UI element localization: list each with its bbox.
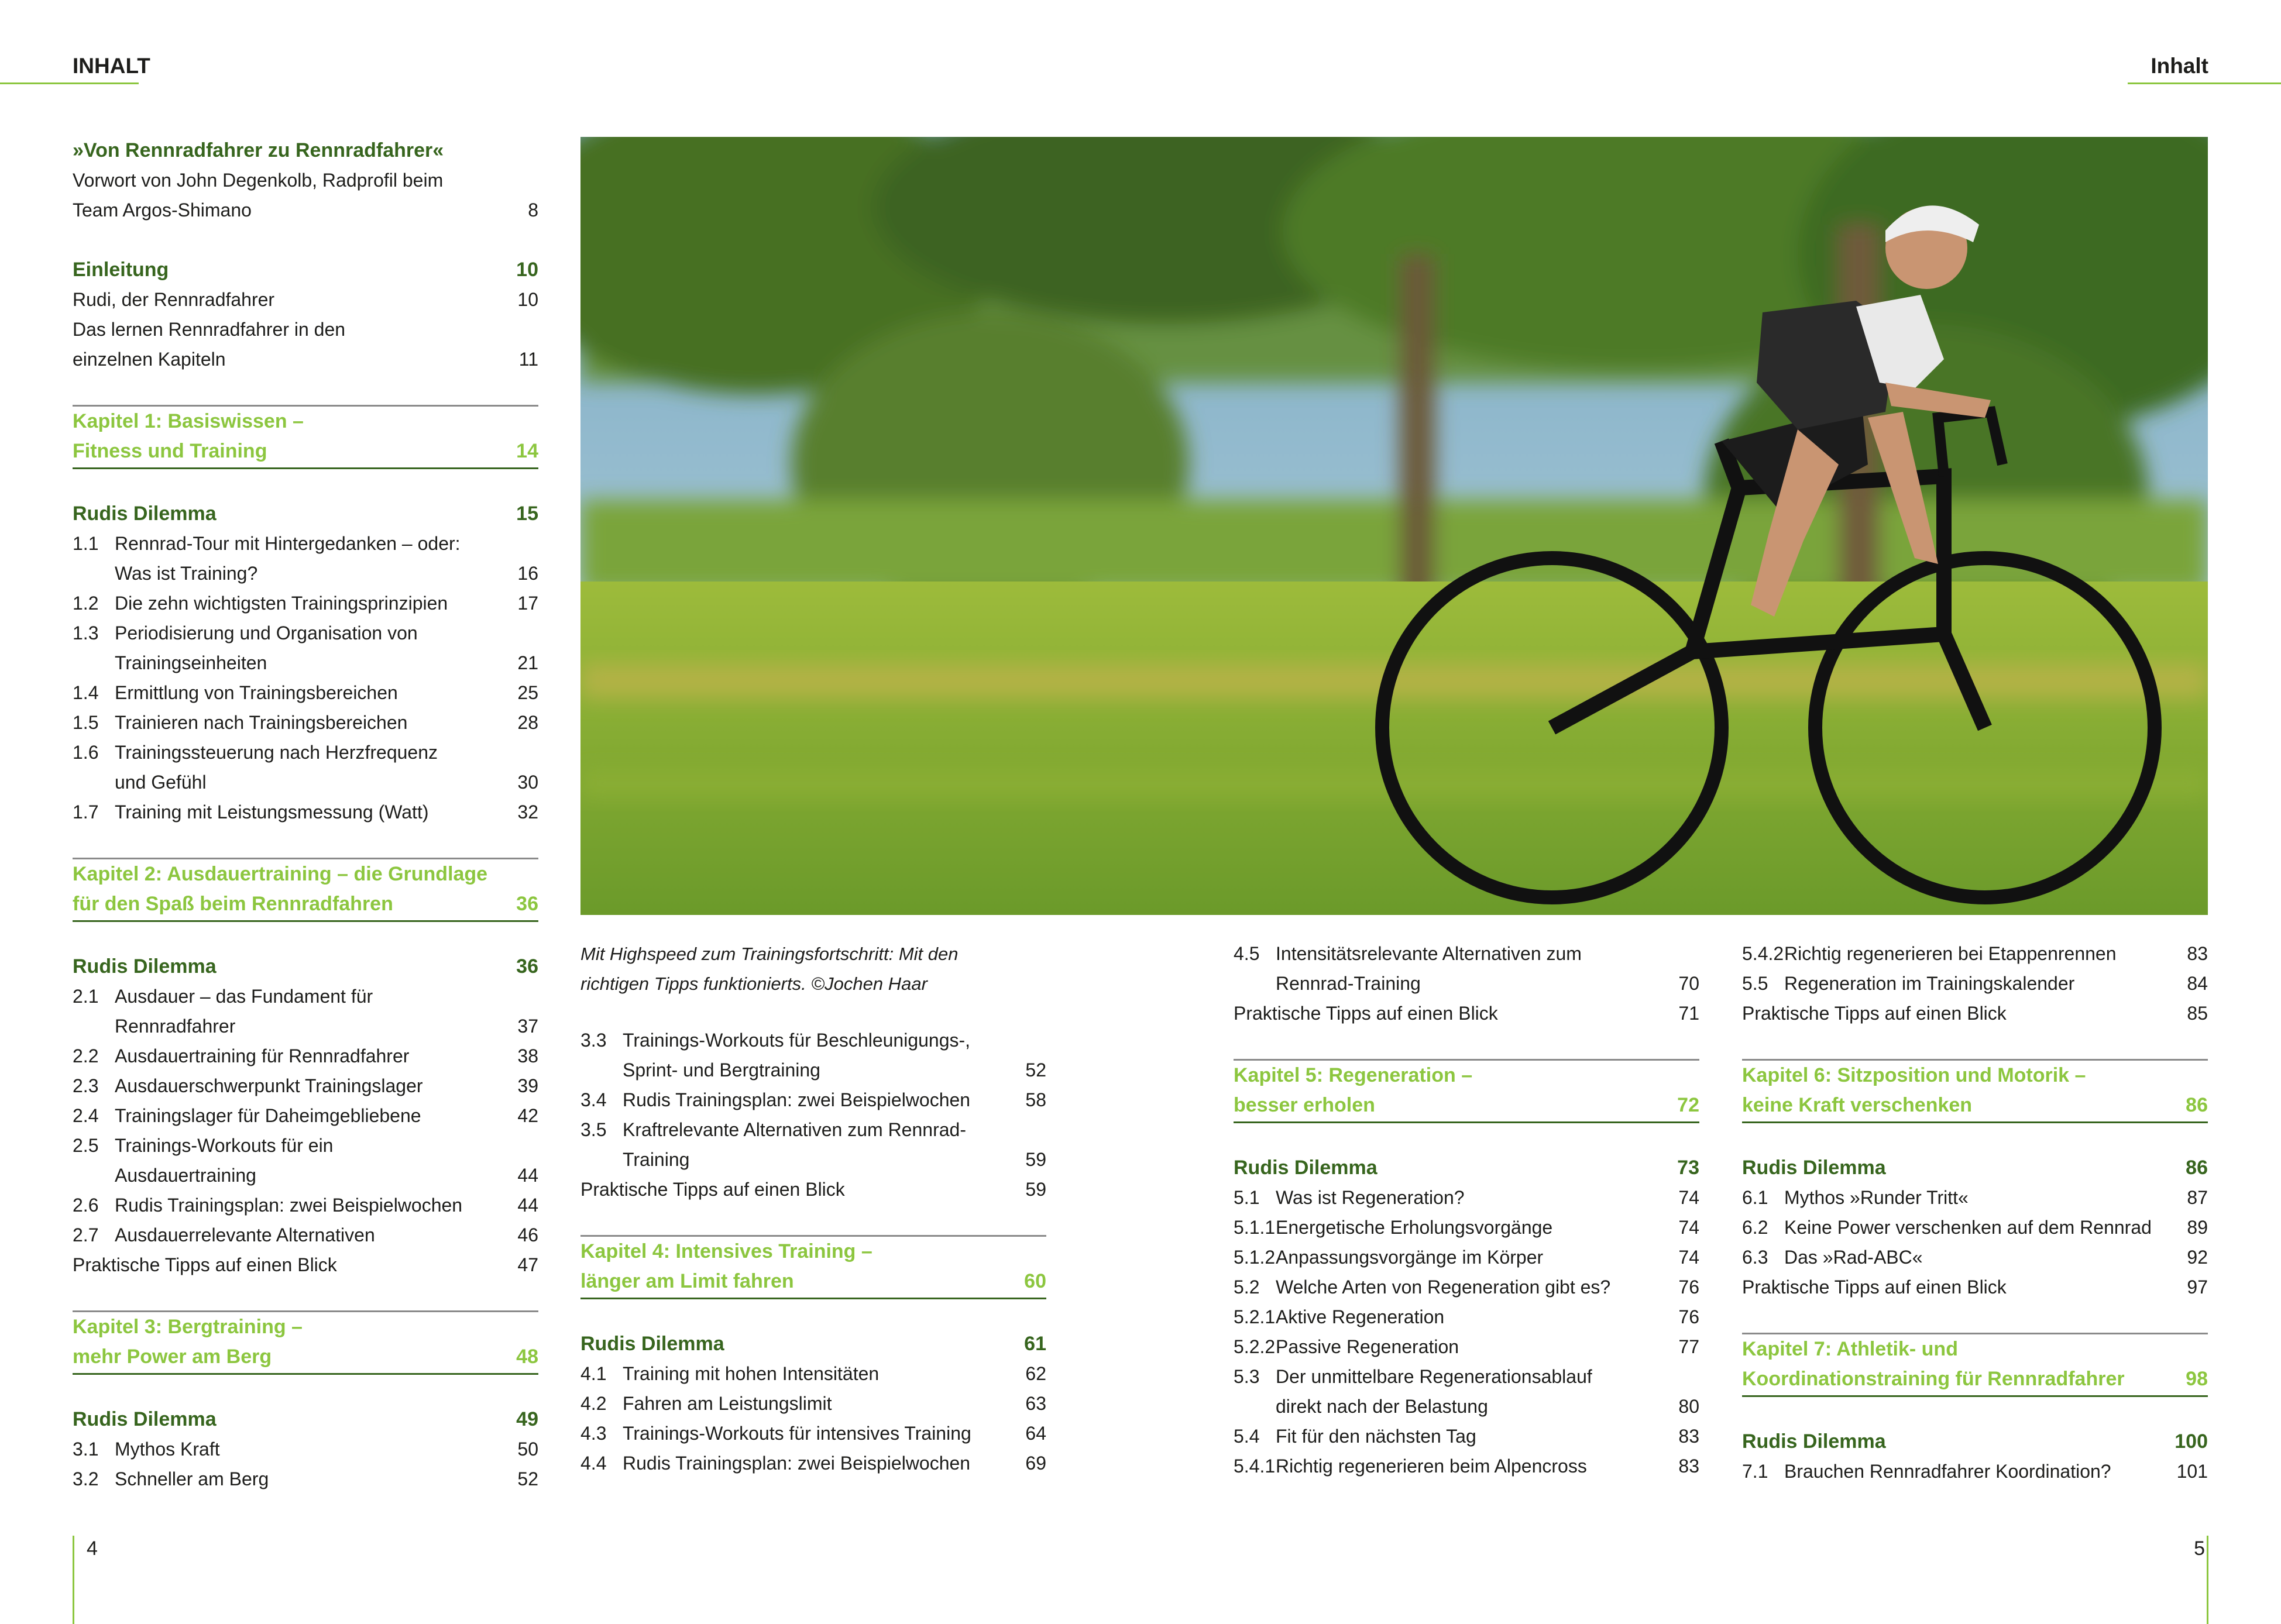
entry-title: Rudis Dilemma xyxy=(1742,1430,1886,1453)
entry-number: 5.2.2 xyxy=(1234,1336,1276,1357)
toc-entry xyxy=(580,1115,1046,1145)
entry-number: 1.3 xyxy=(73,622,99,644)
entry-page-number: 38 xyxy=(517,1045,538,1066)
chapter-heading xyxy=(73,858,538,922)
chapter-heading xyxy=(1742,1333,2208,1397)
entry-page-number: 32 xyxy=(517,801,538,823)
entry-page-number: 83 xyxy=(1678,1426,1699,1447)
entry-title: Rennrad-Tour mit Hintergedanken – oder: xyxy=(115,533,461,554)
entry-title: Energetische Erholungsvorgänge xyxy=(1276,1217,1553,1238)
entry-title: Rudis Trainingsplan: zwei Beispielwochen xyxy=(623,1453,971,1474)
entry-number: 3.4 xyxy=(580,1089,607,1110)
toc-entry xyxy=(580,1026,1046,1055)
entry-page-number: 44 xyxy=(517,1195,538,1216)
toc-entry xyxy=(73,529,538,559)
entry-number: 4.1 xyxy=(580,1363,607,1384)
entry-number: 5.2 xyxy=(1234,1277,1260,1298)
entry-number: 5.1 xyxy=(1234,1187,1260,1208)
toc-entry xyxy=(73,708,538,738)
toc-entry xyxy=(1234,1422,1699,1451)
toc-entry xyxy=(73,982,538,1011)
entry-page-number: 25 xyxy=(517,682,538,703)
entry-page-number: 92 xyxy=(2187,1247,2208,1268)
toc-entry xyxy=(1742,1213,2208,1243)
entry-title: Rudis Trainingsplan: zwei Beispielwochen xyxy=(623,1089,971,1110)
toc-entry xyxy=(73,678,538,708)
entry-page-number: 85 xyxy=(2187,1003,2208,1024)
entry-title: Trainingseinheiten xyxy=(115,652,267,673)
toc-entry xyxy=(1234,1243,1699,1272)
entry-title: Rudis Dilemma xyxy=(73,503,217,525)
toc-entry xyxy=(73,648,538,678)
entry-title: Der unmittelbare Regenerationsablauf xyxy=(1276,1366,1592,1387)
entry-page-number: 74 xyxy=(1678,1247,1699,1268)
entry-title: »Von Rennradfahrer zu Rennradfahrer« xyxy=(73,139,444,161)
entry-number: 2.5 xyxy=(73,1135,99,1156)
toc-entry xyxy=(580,1055,1046,1085)
chapter-title-line-1: Kapitel 2: Ausdauertraining – die Grundlage xyxy=(73,863,488,885)
chapter-page-number: 48 xyxy=(516,1346,538,1368)
toc-entry xyxy=(73,1250,538,1280)
chapter-title-line-1: Kapitel 4: Intensives Training – xyxy=(580,1240,872,1262)
entry-title: Richtig regenerieren bei Etappenrennen xyxy=(1784,943,2117,964)
entry-number: 5.2.1 xyxy=(1234,1306,1276,1327)
chapter-page-number: 98 xyxy=(2186,1368,2208,1390)
spacer xyxy=(73,827,538,854)
entry-number: 2.3 xyxy=(73,1075,99,1096)
toc-entry xyxy=(1234,1451,1699,1481)
entry-number: 4.4 xyxy=(580,1453,607,1474)
header-rule-right xyxy=(2128,82,2281,84)
toc-entry xyxy=(73,315,538,345)
entry-title: Trainieren nach Trainingsbereichen xyxy=(115,712,408,733)
chapter-title-line-2: Fitness und Training xyxy=(73,440,267,462)
entry-page-number: 30 xyxy=(517,772,538,793)
spacer xyxy=(1742,1123,2208,1153)
toc-entry xyxy=(73,589,538,618)
entry-page-number: 28 xyxy=(517,712,538,733)
toc-entry xyxy=(1234,1183,1699,1213)
spacer xyxy=(1742,1397,2208,1427)
spacer xyxy=(580,939,1046,969)
entry-number: 2.1 xyxy=(73,986,99,1007)
entry-title: Rudis Trainingsplan: zwei Beispielwochen xyxy=(115,1195,463,1216)
entry-page-number: 17 xyxy=(517,593,538,614)
entry-number: 5.1.1 xyxy=(1234,1217,1276,1238)
toc-entry xyxy=(1234,1332,1699,1362)
entry-title: Rudis Dilemma xyxy=(580,1333,724,1355)
chapter-heading xyxy=(1234,1059,1699,1123)
section-heading xyxy=(1742,1427,2208,1457)
toc-entry xyxy=(1742,1243,2208,1272)
chapter-title-line-2: besser erholen xyxy=(1234,1094,1375,1116)
entry-title: Mythos Kraft xyxy=(115,1439,220,1460)
entry-number: 3.3 xyxy=(580,1030,607,1051)
chapter-title-line-2: keine Kraft verschenken xyxy=(1742,1094,1973,1116)
entry-number: 1.1 xyxy=(73,533,99,554)
entry-page-number: 80 xyxy=(1678,1396,1699,1417)
entry-page-number: 21 xyxy=(517,652,538,673)
entry-title: Rudis Dilemma xyxy=(73,955,217,978)
entry-title: Praktische Tipps auf einen Blick xyxy=(1742,1003,2007,1024)
entry-title: Ausdauer – das Fundament für xyxy=(115,986,373,1007)
chapter-heading xyxy=(1742,1059,2208,1123)
page-number-left: 4 xyxy=(87,1537,98,1560)
toc-entry xyxy=(1742,999,2208,1028)
entry-title: Was ist Regeneration? xyxy=(1276,1187,1465,1208)
spacer xyxy=(73,469,538,499)
chapter-title-line-1: Kapitel 6: Sitzposition und Motorik – xyxy=(1742,1064,2086,1086)
spacer xyxy=(73,225,538,255)
toc-entry xyxy=(1742,939,2208,969)
entry-page-number: 71 xyxy=(1678,1003,1699,1024)
chapter-page-number: 60 xyxy=(1024,1270,1046,1292)
toc-entry xyxy=(73,768,538,797)
entry-number: 4.3 xyxy=(580,1423,607,1444)
entry-number: 5.4.2 xyxy=(1742,943,1784,964)
chapter-title-line-1: Kapitel 7: Athletik- und xyxy=(1742,1338,1958,1360)
entry-page-number: 36 xyxy=(516,955,538,978)
toc-entry xyxy=(73,1434,538,1464)
toc-entry xyxy=(73,1191,538,1220)
section-heading xyxy=(1234,1153,1699,1183)
entry-title: Trainings-Workouts für ein xyxy=(115,1135,334,1156)
toc-entry xyxy=(580,1085,1046,1115)
section-heading xyxy=(1742,1153,2208,1183)
entry-title: Praktische Tipps auf einen Blick xyxy=(1742,1277,2007,1298)
entry-number: 6.1 xyxy=(1742,1187,1768,1208)
toc-entry xyxy=(73,618,538,648)
folio-rule-right xyxy=(2207,1536,2208,1624)
running-header-right: Inhalt xyxy=(2151,54,2208,78)
entry-number: 3.5 xyxy=(580,1119,607,1140)
toc-entry xyxy=(73,1101,538,1131)
toc-entry xyxy=(580,1175,1046,1205)
toc-entry xyxy=(73,1011,538,1041)
chapter-title-line-2: mehr Power am Berg xyxy=(73,1346,272,1368)
entry-number: 6.3 xyxy=(1742,1247,1768,1268)
entry-title: Vorwort von John Degenkolb, Radprofil beim xyxy=(73,170,444,191)
toc-entry xyxy=(1234,1272,1699,1302)
section-heading xyxy=(580,1329,1046,1359)
entry-title: Praktische Tipps auf einen Blick xyxy=(580,1179,845,1200)
entry-page-number: 83 xyxy=(1678,1456,1699,1477)
entry-page-number: 58 xyxy=(1025,1089,1046,1110)
spacer xyxy=(1234,1123,1699,1153)
entry-number: 1.2 xyxy=(73,593,99,614)
foreword-title xyxy=(73,136,538,166)
entry-number: 5.1.2 xyxy=(1234,1247,1276,1268)
spacer xyxy=(1234,1028,1699,1055)
entry-number: 2.4 xyxy=(73,1105,99,1126)
entry-page-number: 77 xyxy=(1678,1336,1699,1357)
caption-line-2: richtigen Tipps funktionierts. ©Jochen Haar xyxy=(580,973,927,994)
chapter-title-line-2-row xyxy=(580,1267,1046,1296)
entry-page-number: 101 xyxy=(2176,1461,2208,1482)
spacer xyxy=(580,1205,1046,1231)
entry-number: 6.2 xyxy=(1742,1217,1768,1238)
toc-entry xyxy=(73,1464,538,1494)
entry-title: Ausdauerrelevante Alternativen xyxy=(115,1224,375,1245)
chapter-title-line-2: für den Spaß beim Rennradfahren xyxy=(73,893,393,915)
entry-page-number: 11 xyxy=(518,349,538,370)
section-heading xyxy=(73,952,538,982)
entry-number: 3.1 xyxy=(73,1439,99,1460)
entry-page-number: 70 xyxy=(1678,973,1699,994)
entry-title: Das lernen Rennradfahrer in den xyxy=(73,319,346,340)
entry-title: Schneller am Berg xyxy=(115,1468,269,1489)
entry-number: 1.7 xyxy=(73,801,99,823)
spacer xyxy=(73,922,538,952)
entry-title: Anpassungsvorgänge im Körper xyxy=(1276,1247,1544,1268)
toc-entry xyxy=(73,1220,538,1250)
spacer xyxy=(73,1280,538,1307)
entry-page-number: 64 xyxy=(1025,1423,1046,1444)
entry-number: 2.7 xyxy=(73,1224,99,1245)
entry-page-number: 37 xyxy=(517,1016,538,1037)
entry-number: 2.2 xyxy=(73,1045,99,1066)
folio-rule-left xyxy=(73,1536,74,1624)
spacer xyxy=(73,1375,538,1405)
entry-page-number: 74 xyxy=(1678,1217,1699,1238)
entry-title: Rudi, der Rennradfahrer xyxy=(73,289,275,310)
page-number-right: 5 xyxy=(2194,1537,2205,1560)
toc-entry xyxy=(1742,969,2208,999)
toc-column-3 xyxy=(1234,939,1699,1481)
spacer xyxy=(1742,1302,2208,1329)
entry-title: Einleitung xyxy=(73,259,169,281)
entry-page-number: 61 xyxy=(1024,1333,1046,1355)
entry-page-number: 100 xyxy=(2174,1430,2208,1453)
entry-title: Ausdauertraining xyxy=(115,1165,256,1186)
entry-title: Was ist Training? xyxy=(115,563,258,584)
entry-title: Welche Arten von Regeneration gibt es? xyxy=(1276,1277,1611,1298)
entry-page-number: 8 xyxy=(528,199,538,221)
entry-title: Periodisierung und Organisation von xyxy=(115,622,418,644)
entry-title: Rennradfahrer xyxy=(115,1016,236,1037)
chapter-title-line-2: Koordinationstraining für Rennradfahrer xyxy=(1742,1368,2125,1390)
entry-title: Praktische Tipps auf einen Blick xyxy=(1234,1003,1498,1024)
entry-page-number: 74 xyxy=(1678,1187,1699,1208)
toc-entry xyxy=(73,1041,538,1071)
entry-title: Ausdauertraining für Rennradfahrer xyxy=(115,1045,410,1066)
chapter-title-line-2: länger am Limit fahren xyxy=(580,1270,794,1292)
entry-page-number: 47 xyxy=(517,1254,538,1275)
toc-column-2 xyxy=(580,939,1046,1478)
entry-page-number: 59 xyxy=(1025,1179,1046,1200)
entry-title: direkt nach der Belastung xyxy=(1276,1396,1488,1417)
toc-entry xyxy=(580,1448,1046,1478)
entry-number: 1.4 xyxy=(73,682,99,703)
toc-entry xyxy=(1234,1392,1699,1422)
entry-title: Ermittlung von Trainingsbereichen xyxy=(115,682,398,703)
entry-title: Kraftrelevante Alternativen zum Rennrad- xyxy=(623,1119,966,1140)
chapter-heading xyxy=(73,405,538,469)
entry-page-number: 10 xyxy=(516,259,538,281)
running-header-left: INHALT xyxy=(73,54,150,78)
entry-title: einzelnen Kapiteln xyxy=(73,349,226,370)
entry-title: Richtig regenerieren beim Alpencross xyxy=(1276,1456,1587,1477)
entry-title: Trainingssteuerung nach Herzfrequenz xyxy=(115,742,438,763)
entry-page-number: 97 xyxy=(2187,1277,2208,1298)
entry-page-number: 15 xyxy=(516,503,538,525)
entry-page-number: 76 xyxy=(1678,1306,1699,1327)
chapter-title-line-2-row xyxy=(1742,1090,2208,1120)
entry-title: Training mit Leistungsmessung (Watt) xyxy=(115,801,429,823)
chapter-title-line-1: Kapitel 3: Bergtraining – xyxy=(73,1316,303,1338)
spacer xyxy=(580,969,1046,999)
entry-title: Praktische Tipps auf einen Blick xyxy=(73,1254,337,1275)
entry-title: Mythos »Runder Tritt« xyxy=(1784,1187,1969,1208)
cyclist-photo xyxy=(580,137,2208,915)
section-heading xyxy=(73,499,538,529)
chapter-title-line-2-row xyxy=(73,436,538,466)
spacer xyxy=(73,374,538,401)
entry-number: 4.2 xyxy=(580,1393,607,1414)
entry-title: Intensitätsrelevante Alternativen zum xyxy=(1276,943,1582,964)
entry-number: 5.4 xyxy=(1234,1426,1260,1447)
entry-page-number: 76 xyxy=(1678,1277,1699,1298)
entry-number: 1.5 xyxy=(73,712,99,733)
chapter-page-number: 14 xyxy=(516,440,538,462)
entry-page-number: 69 xyxy=(1025,1453,1046,1474)
toc-entry xyxy=(73,1131,538,1161)
chapter-page-number: 36 xyxy=(516,893,538,915)
entry-page-number: 52 xyxy=(517,1468,538,1489)
chapter-title-line-2-row xyxy=(1234,1090,1699,1120)
entry-title: und Gefühl xyxy=(115,772,207,793)
toc-entry xyxy=(1234,969,1699,999)
entry-title: Fit für den nächsten Tag xyxy=(1276,1426,1476,1447)
entry-page-number: 42 xyxy=(517,1105,538,1126)
toc-entry xyxy=(73,345,538,374)
spacer xyxy=(1742,1028,2208,1055)
entry-page-number: 63 xyxy=(1025,1393,1046,1414)
entry-number: 5.4.1 xyxy=(1234,1456,1276,1477)
entry-number: 5.5 xyxy=(1742,973,1768,994)
toc-entry xyxy=(1742,1272,2208,1302)
entry-number: 1.6 xyxy=(73,742,99,763)
toc-entry xyxy=(1234,939,1699,969)
toc-entry xyxy=(1234,1213,1699,1243)
entry-title: Team Argos-Shimano xyxy=(73,199,252,221)
entry-page-number: 83 xyxy=(2187,943,2208,964)
entry-page-number: 39 xyxy=(517,1075,538,1096)
entry-title: Ausdauerschwerpunkt Trainingslager xyxy=(115,1075,423,1096)
entry-page-number: 49 xyxy=(516,1408,538,1430)
entry-title: Rennrad-Training xyxy=(1276,973,1421,994)
toc-entry xyxy=(580,1359,1046,1389)
entry-number: 4.5 xyxy=(1234,943,1260,964)
toc-column-1 xyxy=(73,136,538,1494)
chapter-title-line-1: Kapitel 1: Basiswissen – xyxy=(73,410,304,432)
entry-number: 5.3 xyxy=(1234,1366,1260,1387)
entry-page-number: 16 xyxy=(517,563,538,584)
entry-page-number: 89 xyxy=(2187,1217,2208,1238)
toc-column-4 xyxy=(1742,939,2208,1487)
toc-entry xyxy=(73,1161,538,1191)
spacer xyxy=(580,999,1046,1026)
entry-title: Fahren am Leistungslimit xyxy=(623,1393,832,1414)
toc-entry xyxy=(1234,1362,1699,1392)
entry-title: Trainings-Workouts für Beschleunigungs-, xyxy=(623,1030,971,1051)
toc-entry xyxy=(580,1389,1046,1419)
entry-title: Rudis Dilemma xyxy=(1742,1157,1886,1179)
toc-entry xyxy=(73,1071,538,1101)
entry-number: 7.1 xyxy=(1742,1461,1768,1482)
entry-number: 3.2 xyxy=(73,1468,99,1489)
chapter-page-number: 86 xyxy=(2186,1094,2208,1116)
toc-entry xyxy=(580,1419,1046,1448)
entry-title: Aktive Regeneration xyxy=(1276,1306,1445,1327)
entry-page-number: 50 xyxy=(517,1439,538,1460)
chapter-title-line-1: Kapitel 5: Regeneration – xyxy=(1234,1064,1473,1086)
toc-entry xyxy=(1234,1302,1699,1332)
chapter-heading xyxy=(580,1235,1046,1299)
toc-entry xyxy=(73,797,538,827)
entry-title: Brauchen Rennradfahrer Koordination? xyxy=(1784,1461,2111,1482)
entry-page-number: 10 xyxy=(517,289,538,310)
toc-entry xyxy=(73,285,538,315)
toc-entry xyxy=(73,559,538,589)
entry-page-number: 52 xyxy=(1025,1059,1046,1081)
chapter-title-line-2-row xyxy=(73,1342,538,1372)
entry-title: Rudis Dilemma xyxy=(73,1408,217,1430)
toc-entry xyxy=(73,195,538,225)
entry-title: Regeneration im Trainingskalender xyxy=(1784,973,2075,994)
entry-title: Keine Power verschenken auf dem Rennrad xyxy=(1784,1217,2152,1238)
entry-title: Die zehn wichtigsten Trainingsprinzipien xyxy=(115,593,448,614)
section-heading xyxy=(73,1405,538,1434)
entry-title: Trainings-Workouts für intensives Training xyxy=(623,1423,971,1444)
entry-title: Passive Regeneration xyxy=(1276,1336,1459,1357)
entry-page-number: 84 xyxy=(2187,973,2208,994)
entry-page-number: 73 xyxy=(1677,1157,1699,1179)
entry-title: Das »Rad-ABC« xyxy=(1784,1247,1923,1268)
entry-title: Sprint- und Bergtraining xyxy=(623,1059,820,1081)
entry-page-number: 87 xyxy=(2187,1187,2208,1208)
chapter-page-number: 72 xyxy=(1677,1094,1699,1116)
toc-entry xyxy=(1742,1457,2208,1487)
entry-title: Training mit hohen Intensitäten xyxy=(623,1363,880,1384)
toc-entry xyxy=(73,166,538,195)
entry-number: 2.6 xyxy=(73,1195,99,1216)
chapter-title-line-2-row xyxy=(73,889,538,919)
header-rule-left xyxy=(0,82,139,84)
entry-page-number: 44 xyxy=(517,1165,538,1186)
entry-page-number: 59 xyxy=(1025,1149,1046,1170)
chapter-heading xyxy=(73,1310,538,1375)
chapter-title-line-2-row xyxy=(1742,1364,2208,1394)
entry-title: Trainingslager für Daheimgebliebene xyxy=(115,1105,421,1126)
toc-entry xyxy=(1742,1183,2208,1213)
entry-title: Training xyxy=(623,1149,690,1170)
entry-page-number: 46 xyxy=(517,1224,538,1245)
spacer xyxy=(580,1299,1046,1329)
entry-title: Rudis Dilemma xyxy=(1234,1157,1377,1179)
toc-entry xyxy=(1234,999,1699,1028)
toc-entry xyxy=(580,1145,1046,1175)
caption-line-1: Mit Highspeed zum Trainingsfortschritt: Mit den xyxy=(580,944,959,964)
toc-entry xyxy=(73,738,538,768)
entry-page-number: 62 xyxy=(1025,1363,1046,1384)
section-heading xyxy=(73,255,538,285)
entry-page-number: 86 xyxy=(2186,1157,2208,1179)
